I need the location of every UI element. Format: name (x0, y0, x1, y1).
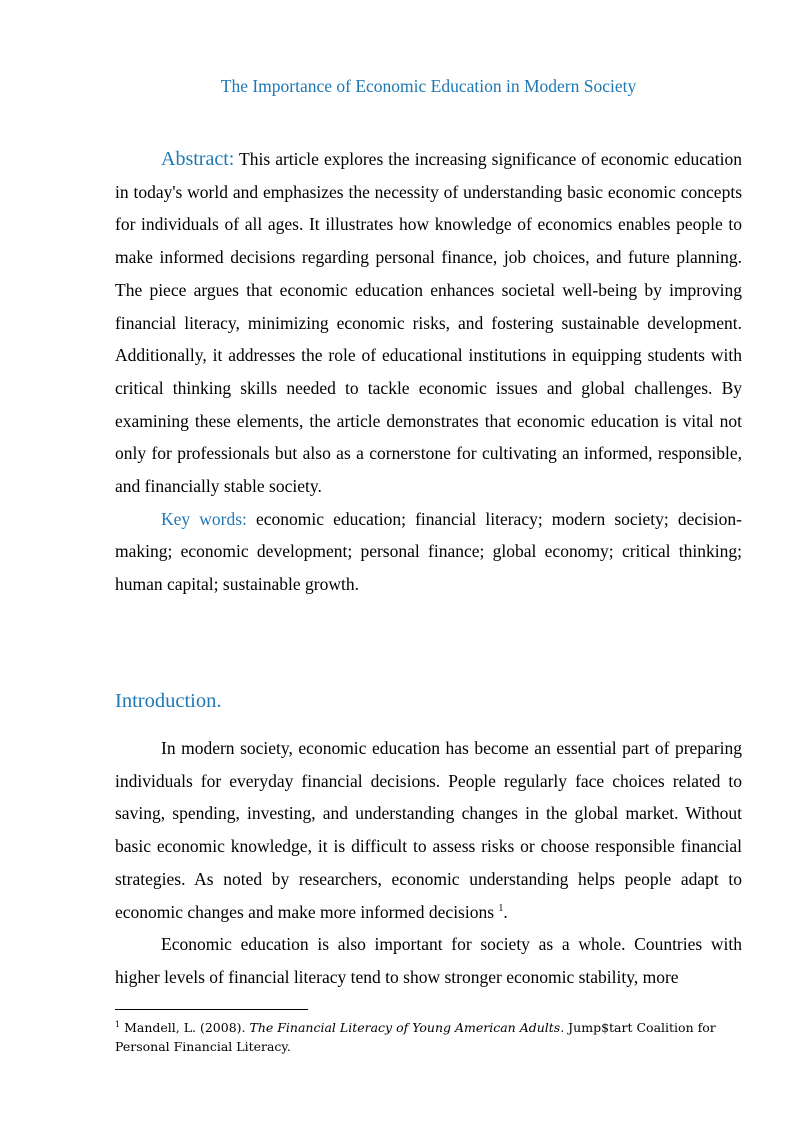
footnote-separator (115, 1009, 308, 1010)
footnote-reference[interactable]: 1 (498, 902, 504, 914)
abstract-label: Abstract: (161, 148, 235, 170)
footnote-work-title: The Financial Literacy of Young American Adults (249, 1020, 561, 1035)
introduction-paragraph-1-text: In modern society, economic education has become an essential part of preparing individuals for everyday financial decisions. People regularly face choices related to saving, spending, investing, and understanding changes in the global market. Without basic economic knowledge, it is difficult to assess risks or choose responsible financial strategies. As noted by researchers, economic understanding helps people adapt to economic changes and make more informed decisions (115, 738, 742, 922)
introduction-heading: Introduction. (115, 690, 222, 712)
footnote-author: Mandell, L. (2008). (120, 1020, 250, 1035)
keywords-paragraph (115, 503, 742, 601)
abstract-paragraph (115, 143, 742, 503)
footnote (115, 1018, 742, 1056)
abstract-section (115, 143, 742, 601)
introduction-paragraph-1-end: . (503, 901, 508, 922)
footnote-publisher: . Jump$tart Coalition for Personal Financial Literacy. (115, 1020, 716, 1054)
introduction-paragraph-2: Economic education is also important for society as a whole. Countries with higher levels of financial literacy tend to show stronger economic stability, more (115, 934, 742, 987)
abstract-text: This article explores the increasing significance of economic education in today's world and emphasizes the necessity of understanding basic economic concepts for individuals of all ages. It illustrates how knowledge of economics enables people to make informed decisions regarding personal finance, job choices, and future planning. The piece argues that economic education enhances societal well-being by improving financial literacy, minimizing economic risks, and fostering sustainable development. Additionally, it addresses the role of educational institutions in equipping students with critical thinking skills needed to tackle economic issues and global challenges. By examining these elements, the article demonstrates that economic education is vital not only for professionals but also as a cornerstone for cultivating an informed, responsible, and financially stable society. (115, 149, 742, 497)
introduction-section (115, 732, 742, 994)
document-title: The Importance of Economic Education in Modern Society (220, 76, 637, 96)
keywords-label: Key words: (161, 508, 247, 529)
footnote-number: 1 (115, 1019, 121, 1029)
introduction-paragraph-1 (115, 732, 742, 928)
keywords-text: economic education; financial literacy; modern society; decision-making; economic development; personal finance; global economy; critical thinking; human capital; sustainable growth. (115, 508, 742, 595)
